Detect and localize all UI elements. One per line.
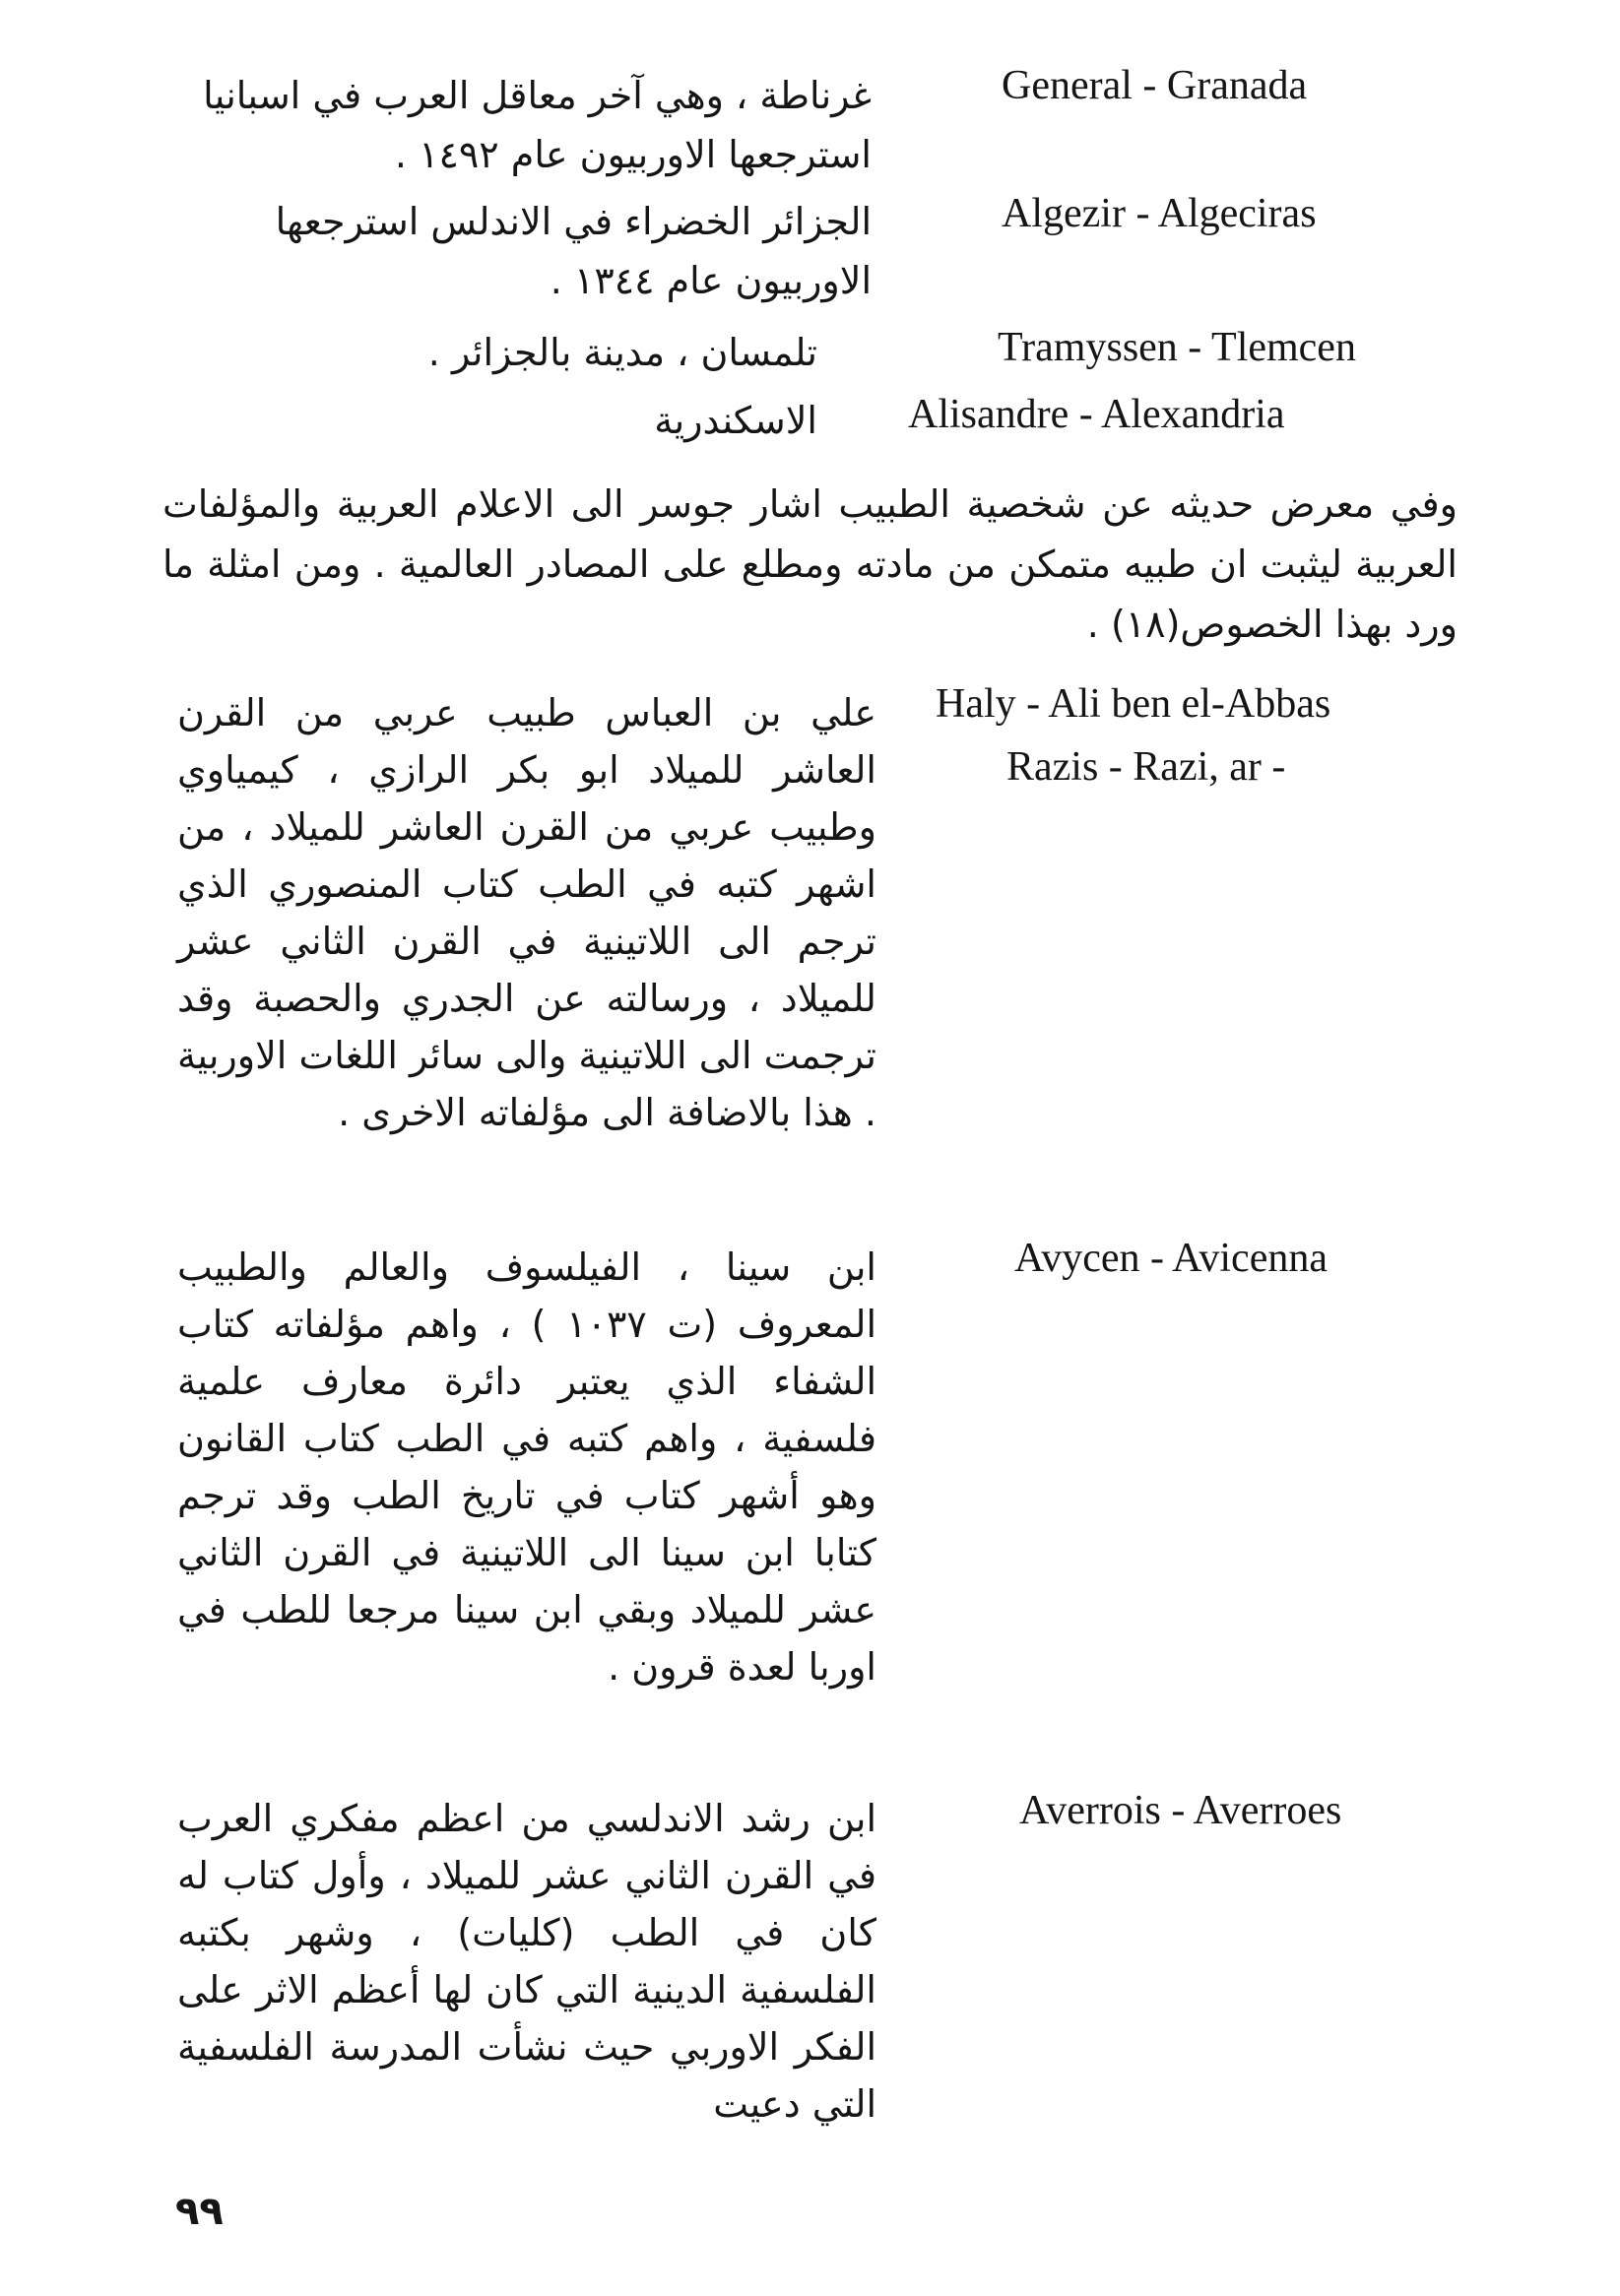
entry-latin-tlemcen: Tramyssen - Tlemcen [998, 325, 1356, 370]
entry-latin-alexandria: Alisandre - Alexandria [908, 392, 1285, 437]
physician-arabic-averroes: ابن رشد الاندلسي من اعظم مفكري العرب في القرن الثاني عشر للميلاد ، وأول كتاب له كان في الطب (كليات) ، وشهر بكتبه الفلسفية الدينية التي كان لها أعظم الاثر على الفكر الاوربي حيث نشأت المدرسة الفلسفية التي دعيت [177, 1797, 876, 2126]
physician-latin-razis: Razis - Razi, ar - [1006, 744, 1286, 790]
physician-arabic-avicenna: ابن سينا ، الفيلسوف والعالم والطبيب المعروف (ت ١٠٣٧ ) ، واهم مؤلفاته كتاب الشفاء الذي يعتبر دائرة معارف علمية فلسفية ، واهم كتبه في الطب كتاب القانون وهو أشهر كتاب في تاريخ الطب وقد ترجم كتابا ابن سينا الى اللاتينية في القرن الثاني عشر للميلاد وبقي ابن سينا مرجعا للطب في اوربا لعدة قرون . [177, 1245, 877, 1689]
entry-latin-granada: General - Granada [1002, 63, 1308, 108]
entry-arabic-tlemcen: تلمسان ، مدينة بالجزائر . [427, 331, 817, 374]
entry-arabic-granada: غرناطة ، وهي آخر معاقل العرب في اسبانيا استرجعها الاوربيون عام ١٤٩٢ . [203, 74, 872, 176]
entry-latin-algeciras: Algezir - Algeciras [1002, 191, 1317, 236]
intro-paragraph: وفي معرض حديثه عن شخصية الطبيب اشار جوسر الى الاعلام العربية والمؤلفات العربية ليثبت ان طبيه متمكن من مادته ومطلع على المصادر العالمية . ومن امثلة ما ورد بهذا الخصوص(١٨) . [162, 482, 1458, 646]
physician-latin-haly: Haly - Ali ben el-Abbas [936, 681, 1331, 727]
physician-arabic-haly-razis: علي بن العباس طبيب عربي من القرن العاشر للميلاد ابو بكر الرازي ، كيمياوي وطبيب عربي من القرن العاشر للميلاد ، من اشهر كتبه في الطب كتاب المنصوري الذي ترجم الى اللاتينية في القرن الثاني عشر للميلاد ، ورسالته عن الجدري والحصبة وقد ترجمت الى اللاتينية والى سائر اللغات الاوربية . هذا بالاضافة الى مؤلفاته الاخرى . [177, 691, 876, 1134]
physician-latin-averroes: Averrois - Averroes [1019, 1788, 1342, 1833]
entry-arabic-algeciras: الجزائر الخضراء في الاندلس استرجعها الاوربيون عام ١٣٤٤ . [275, 200, 872, 302]
page-number: ٩٩ [175, 2189, 224, 2234]
physician-latin-avicenna: Avycen - Avicenna [1014, 1236, 1328, 1281]
entry-arabic-alexandria: الاسكندرية [654, 399, 817, 442]
